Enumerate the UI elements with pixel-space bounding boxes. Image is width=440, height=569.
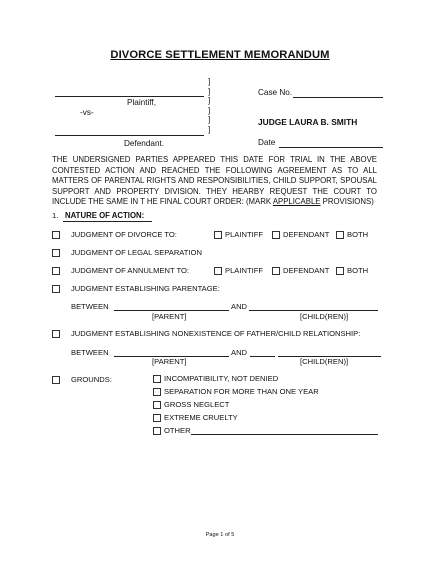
ground-incompatibility-checkbox[interactable]: [153, 375, 161, 383]
parentage-checkbox[interactable]: [52, 285, 60, 293]
section-heading-underline: [63, 221, 152, 222]
versus-label: -vs-: [80, 108, 94, 117]
case-number-line[interactable]: [293, 97, 383, 98]
page-number: Page 1 of 5: [205, 532, 235, 538]
annulment-checkbox[interactable]: [52, 267, 60, 275]
nonexistence-checkbox[interactable]: [52, 330, 60, 338]
parentage-and-label: AND: [231, 302, 248, 311]
parentage-between-label: BETWEEN: [71, 302, 109, 311]
annulment-plaintiff-label: PLAINTIFF: [225, 266, 263, 275]
section-heading: NATURE OF ACTION:: [65, 211, 145, 220]
ground-separation-checkbox[interactable]: [153, 388, 161, 396]
annulment-plaintiff-checkbox[interactable]: [214, 267, 222, 275]
annulment-both-checkbox[interactable]: [336, 267, 344, 275]
ground-extreme-cruelty-label: EXTREME CRUELTY: [164, 413, 238, 422]
applicable-word: APPLICABLE: [272, 197, 321, 207]
ground-incompatibility-label: INCOMPATIBILITY, NOT DENIED: [164, 374, 279, 383]
date-label: Date: [258, 138, 276, 147]
date-line[interactable]: [279, 147, 383, 148]
nonexistence-and-label: AND: [231, 348, 248, 357]
parentage-children-line[interactable]: [249, 310, 378, 311]
ground-gross-neglect-label: GROSS NEGLECT: [164, 400, 230, 409]
legal-separation-label: JUDGMENT OF LEGAL SEPARATION: [71, 248, 202, 257]
defendant-label: Defendant.: [124, 139, 165, 148]
parentage-label: JUDGMENT ESTABLISHING PARENTAGE:: [71, 284, 220, 293]
ground-other-label: OTHER: [164, 426, 191, 435]
divorce-defendant-label: DEFENDANT: [283, 230, 330, 239]
nonexistence-parent-caption: [PARENT]: [152, 357, 187, 366]
judge-name: JUDGE LAURA B. SMITH: [258, 117, 358, 127]
plaintiff-name-line: [55, 96, 204, 97]
ground-gross-neglect-checkbox[interactable]: [153, 401, 161, 409]
ground-other-line[interactable]: [191, 434, 378, 435]
grounds-label: GROUNDS:: [71, 375, 112, 384]
divorce-both-label: BOTH: [347, 230, 369, 239]
plaintiff-label: Plaintiff,: [127, 98, 156, 107]
divorce-plaintiff-label: PLAINTIFF: [225, 230, 263, 239]
intro-paragraph: THE UNDERSIGNED PARTIES APPEARED THIS DATE FOR TRIAL IN THE ABOVE CONTESTED ACTION AND REACHED THE FOLLOWING AGREEMENT AS TO ALL MATTERS OF PARENTAL RIGHTS AND RESPONSIBILITIES, CHILD SUPPORT, SPOUSAL SUPPORT AND PROPERTY DIVISION. THEY HEARBY REQUEST THE COURT TO INCLUDE THE SAME IN T HE FINAL COURT ORDER: (MARK APPLICABLE PROVISIONS): [52, 155, 377, 207]
parentage-children-caption: [CHILD(REN)]: [300, 312, 349, 321]
annulment-label: JUDGMENT OF ANNULMENT TO:: [71, 266, 189, 275]
defendant-name-line: [55, 135, 204, 136]
annulment-both-label: BOTH: [347, 266, 369, 275]
parentage-parent-line[interactable]: [114, 310, 229, 311]
annulment-defendant-label: DEFENDANT: [283, 266, 330, 275]
divorce-defendant-checkbox[interactable]: [272, 231, 280, 239]
case-number-label: Case No.: [258, 88, 293, 97]
divorce-both-checkbox[interactable]: [336, 231, 344, 239]
ground-other-checkbox[interactable]: [153, 427, 161, 435]
divorce-label: JUDGMENT OF DIVORCE TO:: [71, 230, 177, 239]
nonexistence-between-label: BETWEEN: [71, 348, 109, 357]
divorce-plaintiff-checkbox[interactable]: [214, 231, 222, 239]
annulment-defendant-checkbox[interactable]: [272, 267, 280, 275]
ground-extreme-cruelty-checkbox[interactable]: [153, 414, 161, 422]
nonexistence-label: JUDGMENT ESTABLISHING NONEXISTENCE OF FATHER/CHILD RELATIONSHIP:: [71, 329, 361, 338]
grounds-checkbox[interactable]: [52, 376, 60, 384]
legal-separation-checkbox[interactable]: [52, 249, 60, 257]
divorce-checkbox[interactable]: [52, 231, 60, 239]
nonexistence-children-line-a[interactable]: [250, 356, 275, 357]
caption-bracket: ] ] ] ] ] ]: [208, 77, 211, 134]
parentage-parent-caption: [PARENT]: [152, 312, 187, 321]
ground-separation-label: SEPARATION FOR MORE THAN ONE YEAR: [164, 387, 319, 396]
section-number: 1.: [52, 211, 59, 220]
nonexistence-children-caption: [CHILD(REN)]: [300, 357, 349, 366]
document-title: DIVORCE SETTLEMENT MEMORANDUM: [110, 49, 330, 61]
